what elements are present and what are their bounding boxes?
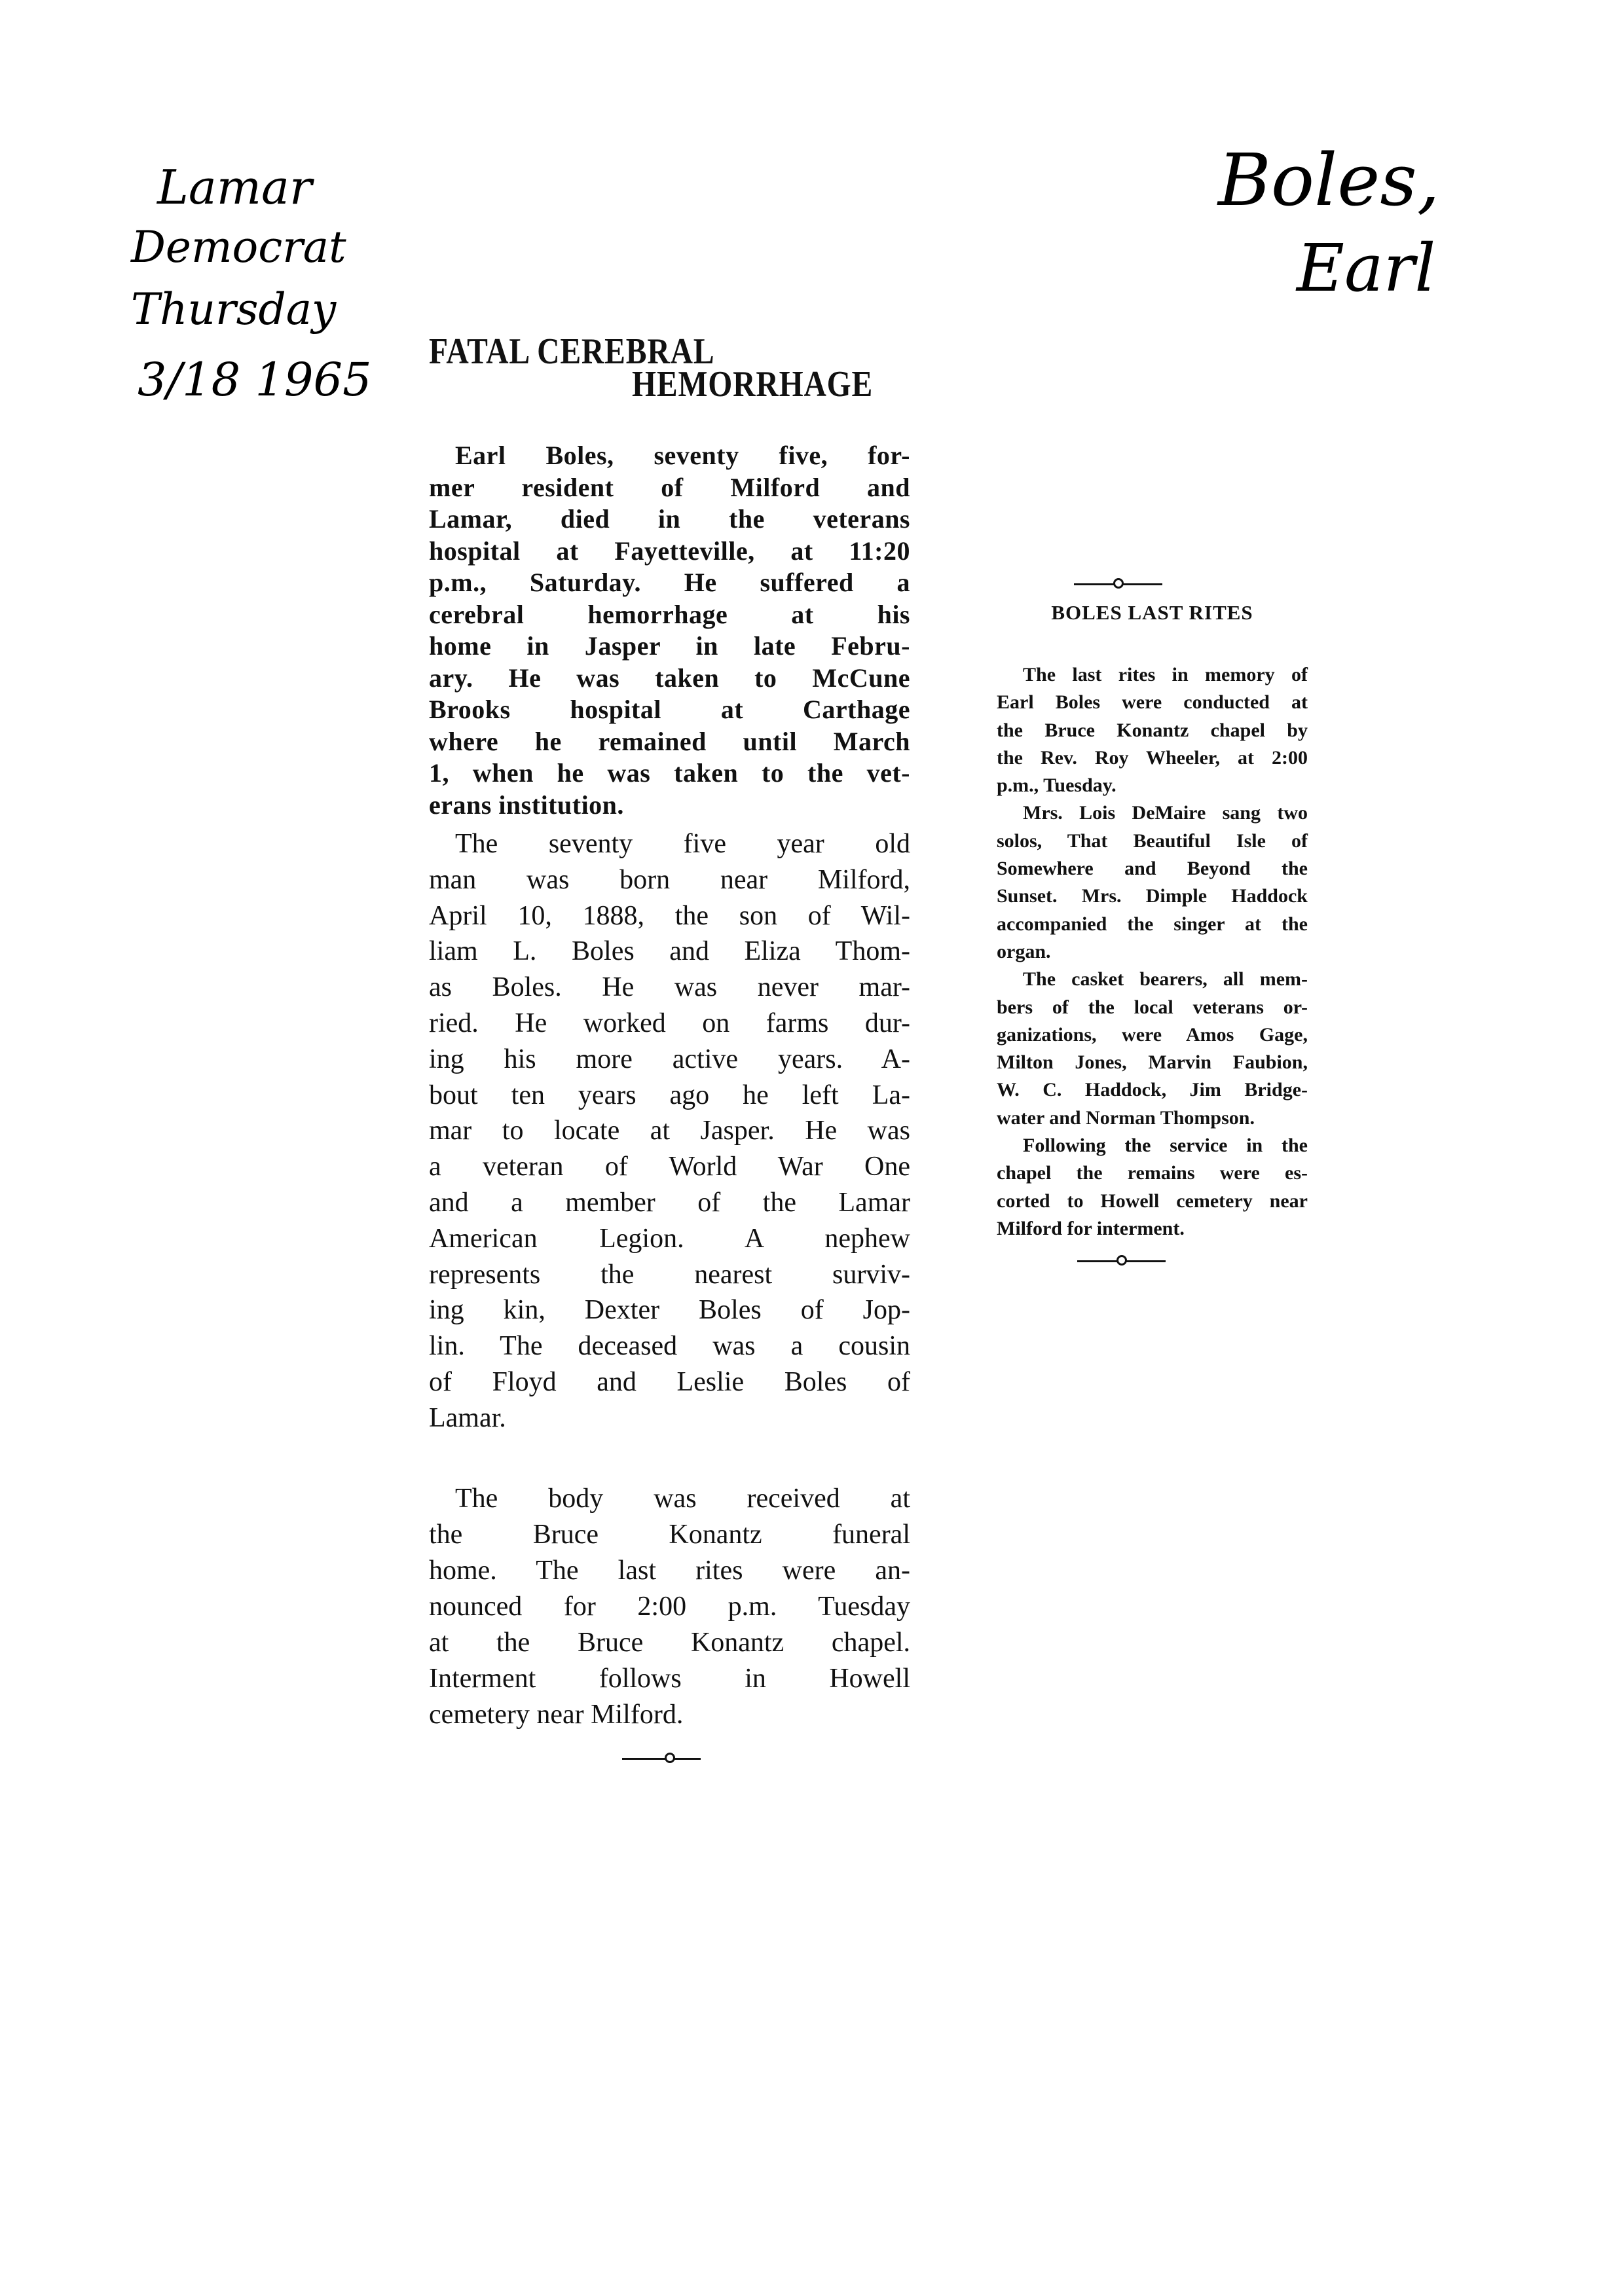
text-line: Somewhere and Beyond the	[997, 858, 1308, 880]
text-line: corted to Howell cemetery near	[997, 1190, 1308, 1212]
text-line: The casket bearers, all mem-	[1023, 968, 1308, 991]
text-line: at the Bruce Konantz chapel.	[429, 1628, 910, 1658]
text-line: represents the nearest surviv-	[429, 1259, 910, 1290]
text-line: Earl Boles were conducted at	[997, 691, 1308, 714]
divider-ornament	[1116, 1255, 1127, 1266]
text-line: nounced for 2:00 p.m. Tuesday	[429, 1592, 910, 1622]
text-line: W. C. Haddock, Jim Bridge-	[997, 1079, 1308, 1101]
text-line: The last rites in memory of	[1023, 664, 1308, 685]
article-paragraph	[997, 799, 1308, 966]
text-line: mer resident of Milford and	[429, 472, 910, 502]
text-line: bers of the local veterans or-	[997, 996, 1308, 1018]
handwritten-note-name: Boles,	[1218, 138, 1440, 222]
article-paragraph	[429, 826, 910, 1436]
text-line: Following the service in the	[1023, 1135, 1308, 1157]
text-line: American Legion. A nephew	[429, 1223, 910, 1254]
text-line: chapel the remains were es-	[997, 1162, 1308, 1184]
handwritten-note-date: 3/18 1965	[138, 353, 372, 407]
text-line: mar to locate at Jasper. He was	[429, 1116, 910, 1146]
text-line: bout ten years ago he left La-	[429, 1080, 910, 1110]
text-line: as Boles. He was never mar-	[429, 972, 910, 1003]
text-line: home. The last rites were an-	[429, 1556, 910, 1586]
text-line: ing his more active years. A-	[429, 1044, 910, 1074]
article-paragraph	[429, 440, 910, 821]
text-line: organ.	[997, 940, 1051, 962]
text-line: home in Jasper in late Febru-	[429, 631, 910, 661]
text-line: accompanied the singer at the	[997, 913, 1308, 935]
handwritten-note-name: Earl	[1297, 230, 1436, 306]
text-line: Mrs. Lois DeMaire sang two	[1023, 802, 1308, 824]
text-line: Lamar, died in the veterans	[429, 504, 910, 534]
article-paragraph	[997, 1132, 1308, 1243]
text-line: The seventy five year old	[455, 829, 910, 859]
text-line: erans institution.	[429, 790, 624, 820]
text-line: ing kin, Dexter Boles of Jop-	[429, 1295, 910, 1326]
text-line: Brooks hospital at Carthage	[429, 695, 910, 724]
text-line: Interment follows in Howell	[429, 1664, 910, 1694]
text-line: where he remained until March	[429, 726, 910, 756]
text-line: ganizations, were Amos Gage,	[997, 1023, 1308, 1046]
text-line: Milton Jones, Marvin Faubion,	[997, 1051, 1308, 1074]
section-divider	[622, 1758, 701, 1760]
text-line: and a member of the Lamar	[429, 1187, 910, 1218]
text-line: cerebral hemorrhage at his	[429, 599, 910, 629]
text-line: The body was received at	[455, 1484, 910, 1514]
text-line: p.m., Saturday. He suffered a	[429, 568, 910, 597]
text-line: hospital at Fayetteville, at 11:20	[429, 536, 910, 566]
handwritten-note-newspaper: Lamar	[157, 160, 312, 215]
text-line: 1, when he was taken to the vet-	[429, 758, 910, 788]
text-line: ary. He was taken to McCune	[429, 663, 910, 693]
text-line: the Bruce Konantz chapel by	[997, 719, 1308, 741]
text-line: solos, That Beautiful Isle of	[997, 829, 1308, 852]
article-paragraph	[997, 966, 1308, 1132]
article-paragraph	[997, 661, 1308, 799]
text-line: Sunset. Mrs. Dimple Haddock	[997, 885, 1308, 907]
text-line: Lamar.	[429, 1402, 506, 1433]
text-line: the Bruce Konantz funeral	[429, 1520, 910, 1550]
text-line: the Rev. Roy Wheeler, at 2:00	[997, 746, 1308, 769]
article-body	[997, 661, 1308, 1243]
divider-ornament	[665, 1753, 675, 1763]
text-line: man was born near Milford,	[429, 864, 910, 895]
text-line: p.m., Tuesday.	[997, 774, 1116, 797]
handwritten-note-day: Thursday	[131, 284, 337, 335]
text-line: Earl Boles, seventy five, for-	[455, 441, 910, 470]
divider-ornament	[1113, 578, 1124, 589]
text-line: a veteran of World War One	[429, 1152, 910, 1182]
text-line: Milford for interment.	[997, 1217, 1185, 1239]
text-line: April 10, 1888, the son of Wil-	[429, 900, 910, 931]
text-line: of Floyd and Leslie Boles of	[429, 1366, 910, 1397]
article-headline: FATAL CEREBRAL	[429, 331, 715, 372]
text-line: cemetery near Milford.	[429, 1700, 684, 1730]
article-paragraph	[429, 1481, 910, 1733]
text-line: lin. The deceased was a cousin	[429, 1331, 910, 1362]
text-line: liam L. Boles and Eliza Thom-	[429, 936, 910, 967]
handwritten-note-newspaper: Democrat	[131, 222, 346, 272]
article-headline: BOLES LAST RITES	[1051, 601, 1253, 624]
article-headline: HEMORRHAGE	[632, 364, 874, 405]
text-line: water and Norman Thompson.	[997, 1106, 1255, 1129]
text-line: ried. He worked on farms dur-	[429, 1008, 910, 1038]
